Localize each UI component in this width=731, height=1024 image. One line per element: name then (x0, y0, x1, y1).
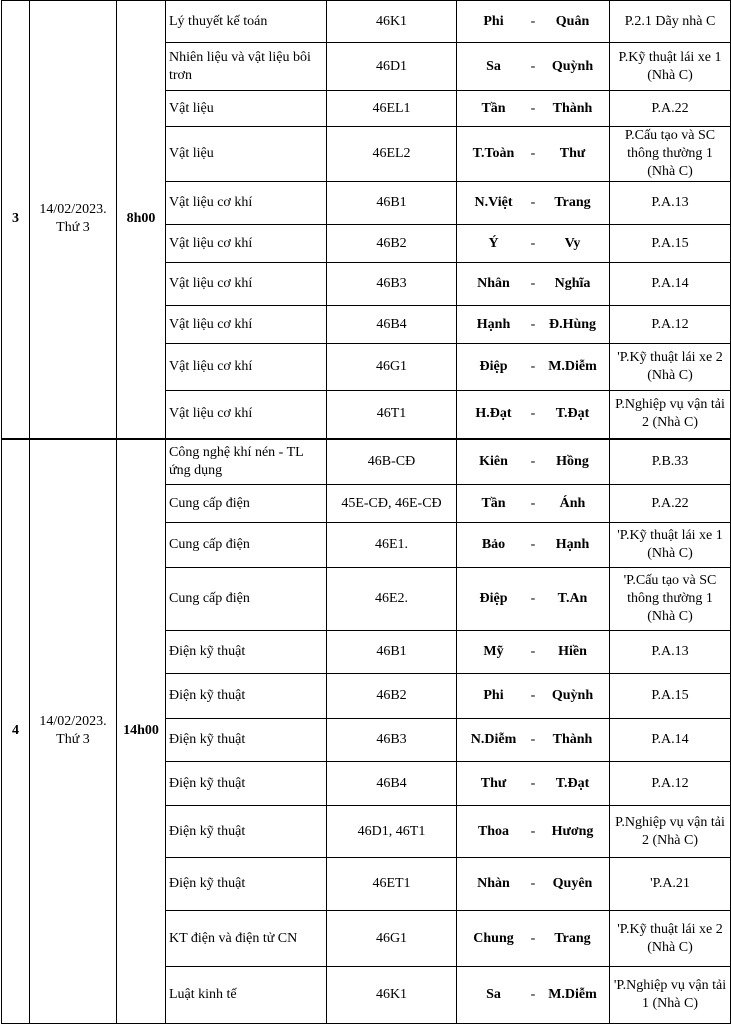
exam-day: Thứ 3 (56, 732, 90, 748)
invigilator-pair (461, 875, 605, 893)
invigilator-pair (461, 316, 605, 334)
session-number: 3 (2, 1, 30, 439)
invigilator-1: Tần (481, 100, 506, 116)
invigilator-1: H.Đạt (475, 406, 512, 422)
invigilators-cell (457, 225, 610, 263)
class-cell: 46B-CĐ (327, 439, 457, 485)
subject-cell: Cung cấp điện (166, 485, 327, 523)
class-cell: 46B3 (327, 719, 457, 762)
dash-separator: - (530, 13, 536, 29)
subject-cell: Cung cấp điện (166, 523, 327, 568)
invigilator-2: T.Đạt (555, 406, 590, 422)
invigilator-pair (461, 235, 605, 253)
subject-cell: Điện kỹ thuật (166, 762, 327, 806)
subject-cell: Điện kỹ thuật (166, 674, 327, 719)
invigilator-2: Hồng (556, 453, 589, 469)
class-cell: 46G1 (327, 344, 457, 391)
invigilator-2: T.An (557, 591, 588, 606)
exam-date: 14/02/2023. (39, 714, 107, 730)
invigilator-1: Điệp (479, 591, 508, 606)
room-cell: 'P.Kỹ thuật lái xe 1 (Nhà C) (610, 523, 731, 568)
dash-separator: - (530, 58, 536, 74)
class-cell: 46T1 (327, 391, 457, 439)
invigilator-pair (461, 358, 605, 376)
subject-cell: Cung cấp điện (166, 568, 327, 631)
invigilator-2: Đ.Hùng (548, 316, 597, 332)
invigilator-1: Mỹ (483, 644, 504, 659)
invigilator-2: Hiền (558, 644, 587, 659)
invigilators-cell (457, 1, 610, 43)
class-cell: 46G1 (327, 911, 457, 967)
subject-cell: Điện kỹ thuật (166, 631, 327, 674)
room-cell: P.A.14 (610, 719, 731, 762)
invigilator-2: Trang (554, 930, 591, 946)
invigilator-1: Thư (480, 775, 507, 791)
subject-cell: Điện kỹ thuật (166, 806, 327, 858)
class-cell: 46D1 (327, 43, 457, 91)
invigilators-cell (457, 523, 610, 568)
class-cell: 46E2. (327, 568, 457, 631)
invigilators-cell (457, 263, 610, 306)
subject-cell: Vật liệu cơ khí (166, 182, 327, 225)
room-cell: 'P.Nghiệp vụ vận tải 1 (Nhà C) (610, 967, 731, 1024)
class-cell: 46B2 (327, 674, 457, 719)
subject-cell: Công nghệ khí nén - TL ứng dụng (166, 439, 327, 485)
invigilators-cell (457, 344, 610, 391)
invigilator-2: Trang (554, 195, 591, 210)
invigilator-pair (461, 536, 605, 554)
invigilator-1: Bảo (481, 537, 506, 552)
subject-cell: Lý thuyết kế toán (166, 1, 327, 43)
dash-separator: - (530, 316, 536, 332)
invigilator-2: Quyên (552, 876, 593, 891)
invigilator-2: Hạnh (555, 537, 590, 552)
room-cell: P.A.22 (610, 91, 731, 127)
room-cell: P.Cấu tạo và SC thông thường 1 (Nhà C) (610, 127, 731, 182)
invigilator-1: Phi (483, 13, 504, 29)
dash-separator: - (530, 823, 536, 839)
invigilator-1: Chung (473, 930, 514, 946)
session-number: 4 (2, 439, 30, 1024)
class-cell: 46D1, 46T1 (327, 806, 457, 858)
subject-cell: Vật liệu (166, 91, 327, 127)
invigilator-2: Quân (555, 13, 590, 29)
invigilators-cell (457, 91, 610, 127)
subject-cell: Vật liệu cơ khí (166, 225, 327, 263)
dash-separator: - (530, 100, 536, 116)
invigilator-pair (461, 13, 605, 31)
invigilator-1: Sa (486, 987, 501, 1002)
dash-separator: - (530, 644, 536, 659)
room-cell: P.Nghiệp vụ vận tải 2 (Nhà C) (610, 806, 731, 858)
room-cell: P.Nghiệp vụ vận tải 2 (Nhà C) (610, 391, 731, 439)
class-cell: 46EL1 (327, 91, 457, 127)
invigilators-cell (457, 485, 610, 523)
class-cell: 46B1 (327, 182, 457, 225)
invigilator-2: Hương (551, 823, 594, 839)
dash-separator: - (530, 876, 536, 891)
room-cell: P.B.33 (610, 439, 731, 485)
subject-cell: Luật kinh tế (166, 967, 327, 1024)
invigilator-1: T.Toàn (472, 146, 515, 161)
class-cell: 46ET1 (327, 858, 457, 911)
subject-cell: Điện kỹ thuật (166, 719, 327, 762)
invigilator-pair (461, 643, 605, 661)
invigilators-cell (457, 911, 610, 967)
invigilator-pair (461, 58, 605, 76)
invigilator-pair (461, 590, 605, 608)
invigilator-1: Phi (483, 688, 504, 703)
invigilator-2: Thành (552, 732, 593, 747)
invigilator-1: Thoa (477, 823, 510, 839)
invigilators-cell (457, 858, 610, 911)
invigilator-2: Quỳnh (551, 688, 594, 703)
invigilator-2: M.Diễm (548, 359, 597, 374)
dash-separator: - (530, 930, 536, 946)
invigilators-cell (457, 674, 610, 719)
invigilator-2: Nghĩa (554, 276, 591, 291)
dash-separator: - (530, 591, 536, 606)
invigilator-pair (461, 453, 605, 471)
invigilator-pair (461, 275, 605, 293)
dash-separator: - (530, 495, 536, 511)
invigilator-1: N.Diễm (470, 732, 517, 747)
class-cell: 46K1 (327, 1, 457, 43)
class-cell: 46B4 (327, 306, 457, 344)
room-cell: 'P.Kỹ thuật lái xe 2 (Nhà C) (610, 911, 731, 967)
dash-separator: - (530, 235, 536, 251)
subject-cell: Vật liệu (166, 127, 327, 182)
room-cell: 'P.Kỹ thuật lái xe 2 (Nhà C) (610, 344, 731, 391)
dash-separator: - (530, 987, 536, 1002)
invigilator-pair (461, 823, 605, 841)
exam-time: 8h00 (117, 1, 166, 439)
invigilator-pair (461, 100, 605, 118)
invigilators-cell (457, 43, 610, 91)
dash-separator: - (530, 775, 536, 791)
invigilator-pair (461, 495, 605, 513)
dash-separator: - (530, 146, 536, 161)
room-cell: P.A.12 (610, 306, 731, 344)
room-cell: 'P.Cấu tạo và SC thông thường 1 (Nhà C) (610, 568, 731, 631)
room-cell: P.A.13 (610, 182, 731, 225)
subject-cell: Vật liệu cơ khí (166, 263, 327, 306)
invigilators-cell (457, 391, 610, 439)
invigilators-cell (457, 806, 610, 858)
dash-separator: - (530, 195, 536, 210)
room-cell: P.A.15 (610, 674, 731, 719)
invigilator-2: Vy (564, 235, 581, 251)
dash-separator: - (530, 688, 536, 703)
class-cell: 46B2 (327, 225, 457, 263)
invigilator-2: M.Diễm (548, 987, 597, 1002)
invigilators-cell (457, 762, 610, 806)
exam-date-cell (30, 1, 117, 439)
dash-separator: - (530, 359, 536, 374)
table-row (2, 1, 731, 43)
subject-cell: Vật liệu cơ khí (166, 391, 327, 439)
invigilator-pair (461, 930, 605, 948)
invigilator-pair (461, 194, 605, 212)
invigilator-pair (461, 405, 605, 423)
invigilator-pair (461, 145, 605, 163)
invigilator-pair (461, 775, 605, 793)
room-cell: 'P.A.21 (610, 858, 731, 911)
exam-date: 14/02/2023. (39, 202, 107, 218)
invigilator-2: Thư (559, 146, 586, 161)
invigilator-1: Ý (488, 235, 499, 251)
subject-cell: Nhiên liệu và vật liệu bôi trơn (166, 43, 327, 91)
subject-cell: Vật liệu cơ khí (166, 306, 327, 344)
invigilator-2: Thành (552, 100, 593, 116)
invigilator-2: Ánh (559, 495, 586, 511)
dash-separator: - (530, 537, 536, 552)
class-cell: 46E1. (327, 523, 457, 568)
invigilator-1: Kiên (479, 453, 508, 469)
dash-separator: - (530, 406, 536, 422)
invigilator-pair (461, 986, 605, 1004)
invigilator-1: Nhàn (477, 876, 510, 891)
invigilator-1: Điệp (479, 359, 508, 374)
dash-separator: - (530, 453, 536, 469)
invigilators-cell (457, 719, 610, 762)
class-cell: 46K1 (327, 967, 457, 1024)
subject-cell: Vật liệu cơ khí (166, 344, 327, 391)
room-cell: P.A.14 (610, 263, 731, 306)
invigilator-1: Tần (481, 495, 506, 511)
dash-separator: - (530, 732, 536, 747)
dash-separator: - (530, 276, 536, 291)
invigilators-cell (457, 127, 610, 182)
invigilators-cell (457, 967, 610, 1024)
exam-time: 14h00 (117, 439, 166, 1024)
class-cell: 46EL2 (327, 127, 457, 182)
invigilator-1: N.Việt (474, 195, 513, 210)
invigilator-1: Nhân (477, 276, 510, 291)
invigilators-cell (457, 182, 610, 225)
table-row (2, 439, 731, 485)
class-cell: 45E-CĐ, 46E-CĐ (327, 485, 457, 523)
invigilators-cell (457, 568, 610, 631)
room-cell: P.A.13 (610, 631, 731, 674)
exam-date-cell (30, 439, 117, 1024)
invigilators-cell (457, 306, 610, 344)
invigilator-1: Hạnh (476, 316, 511, 332)
room-cell: P.A.12 (610, 762, 731, 806)
class-cell: 46B1 (327, 631, 457, 674)
invigilators-cell (457, 631, 610, 674)
room-cell: P.A.15 (610, 225, 731, 263)
invigilator-pair (461, 731, 605, 749)
invigilator-pair (461, 687, 605, 705)
invigilator-2: T.Đạt (555, 775, 590, 791)
invigilator-1: Sa (486, 58, 501, 74)
subject-cell: KT điện và điện tử CN (166, 911, 327, 967)
room-cell: P.Kỹ thuật lái xe 1 (Nhà C) (610, 43, 731, 91)
exam-schedule-table (1, 0, 731, 1024)
invigilator-2: Quỳnh (551, 58, 594, 74)
subject-cell: Điện kỹ thuật (166, 858, 327, 911)
class-cell: 46B3 (327, 263, 457, 306)
invigilators-cell (457, 439, 610, 485)
class-cell: 46B4 (327, 762, 457, 806)
room-cell: P.A.22 (610, 485, 731, 523)
exam-day: Thứ 3 (56, 220, 90, 236)
room-cell: P.2.1 Dãy nhà C (610, 1, 731, 43)
